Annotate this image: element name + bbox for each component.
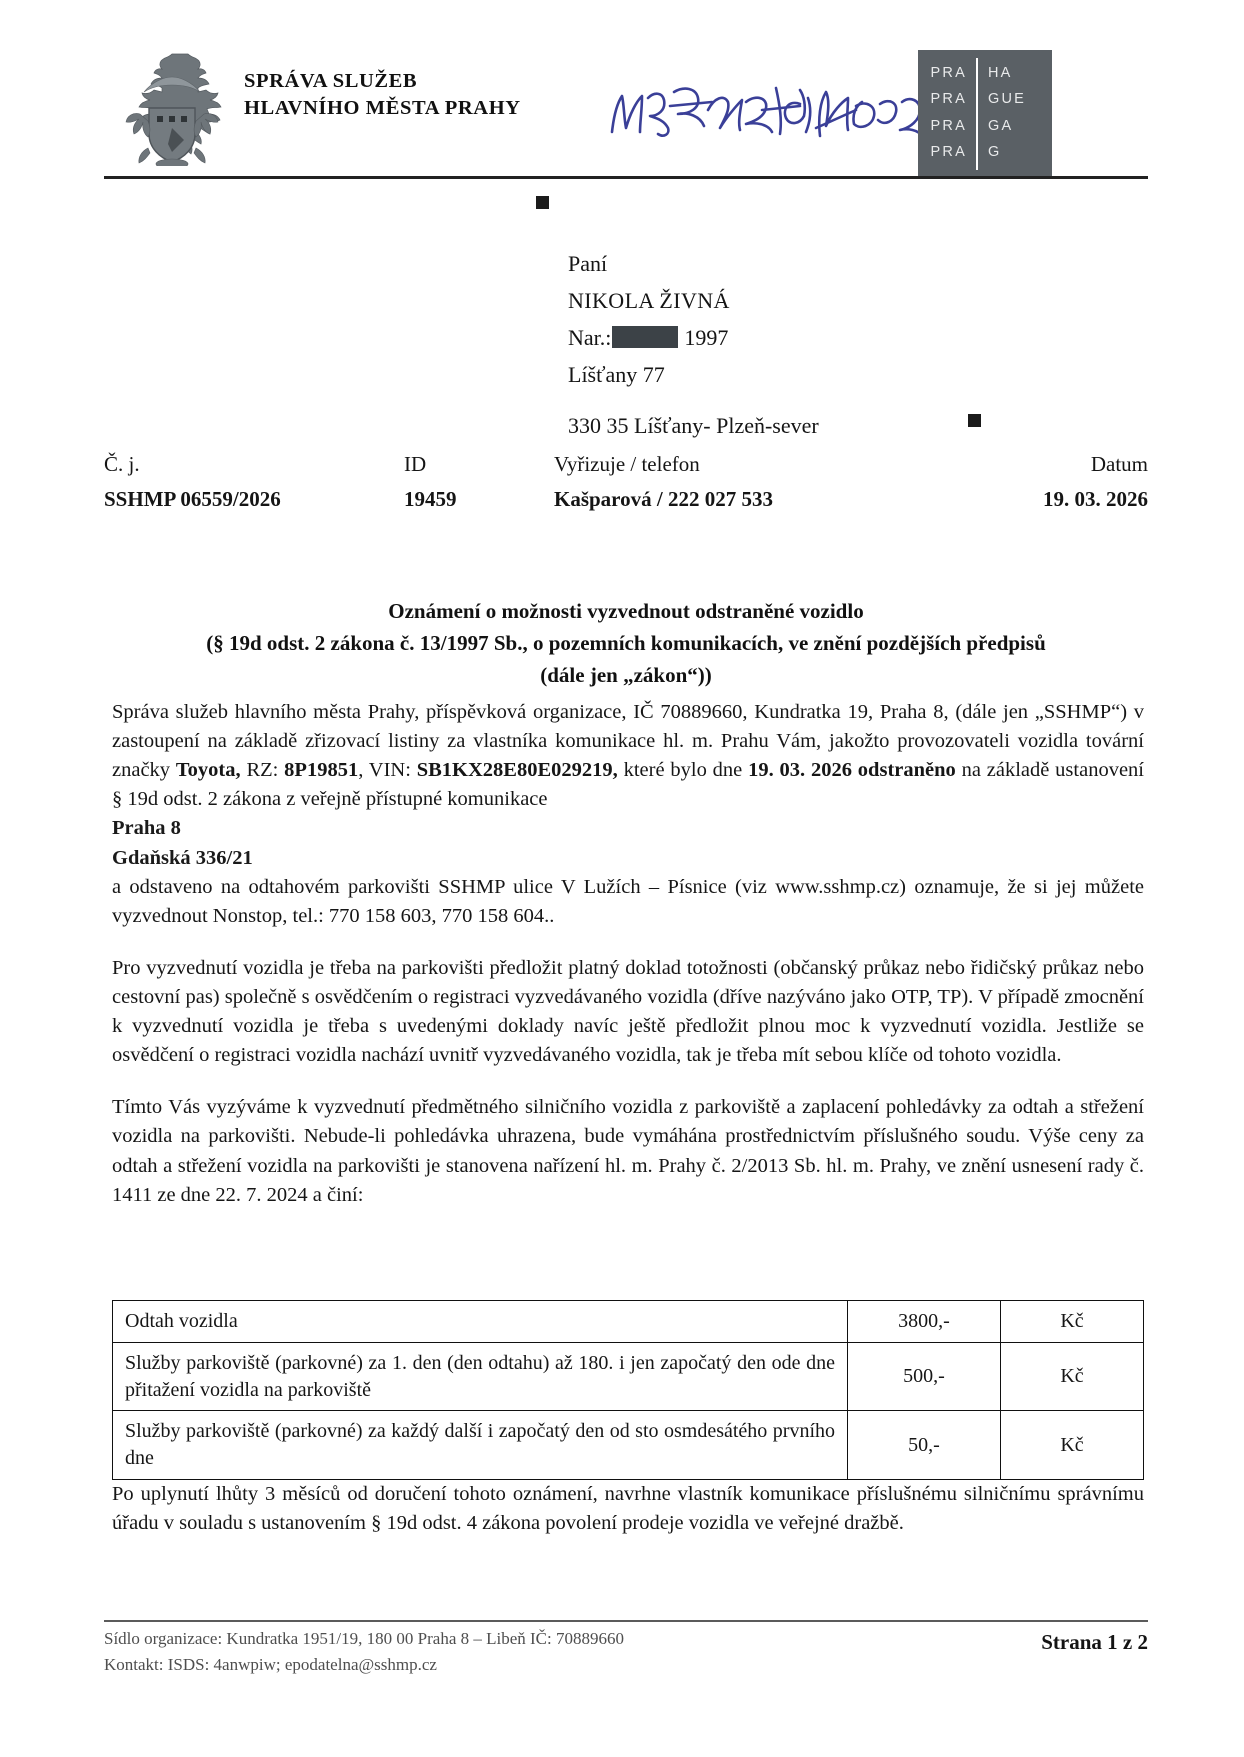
fee-description-2: Služby parkoviště (parkovné) za každý další i započatý den od sto osmdesátého prvního dne <box>113 1411 848 1480</box>
paragraph-1-end: na základě ustanovení § 19d odst. 2 zákona z veřejně přístupné komunikace <box>112 759 1144 811</box>
paragraph-documents-required: Pro vyzvednutí vozidla je třeba na parkovišti předložit platný doklad totožnosti (občanský průkaz nebo řidičský průkaz nebo cestovní pas) společně s osvědčením o registraci vyzvedávaného vozidla (dříve nazýváno jako OTP, TP). V případě zmocnění k vyzvednutí vozidla je třeba s uvedenými doklady navíc ještě předložit plnou moc k vyzvednutí vozidla. Jestliže se osvědčení o registraci vozidla nachází uvnitř vyzvedávaného vozidla, tak je třeba mít sebou klíče od tohoto vozidla. <box>112 956 1144 1067</box>
header-divider <box>104 176 1148 179</box>
footer-contact-info <box>104 1626 624 1677</box>
paragraph-1-intro: Správa služeb hlavního města Prahy, příspěvková organizace, IČ 70889660, Kundratka 19, Praha 8, (dále jen „SSHMP“) v zastoupení na základě zřizovací listiny za vlastníka komunikace hl. m. Prahu Vám, jakožto provozovateli vozidla tovární značky <box>112 701 1144 782</box>
vin-label: , VIN: <box>358 759 417 782</box>
value-date: 19. 03. 2026 <box>1043 487 1148 511</box>
prague-logo-right-2: GA <box>987 117 1014 134</box>
prague-logo-left-3: PRA <box>930 144 967 161</box>
redacted-birth-date <box>612 326 678 348</box>
addressee-birth-label: Nar.: <box>568 324 612 350</box>
prague-logo-left-column <box>918 50 976 178</box>
paragraph-parking-location: a odstaveno na odtahovém parkovišti SSHMP ulice V Lužích – Písnice (viz www.sshmp.cz) oznamuje, že si jej můžete vyzvednout Nonstop, tel.: 770 158 603, 770 158 604.. <box>112 875 1144 927</box>
document-title-line2: (§ 19d odst. 2 zákona č. 13/1997 Sb., o pozemních komunikacích, ve znění pozdějších předpisů <box>206 630 1046 655</box>
paragraph-1-mid: které bylo dne <box>617 759 749 782</box>
footer-contact: Kontakt: ISDS: 4anwpiw; epodatelna@sshmp.cz <box>104 1654 437 1674</box>
vehicle-registration-number: 8P19851 <box>284 759 359 782</box>
reference-header-row <box>104 452 1148 481</box>
reference-value-row <box>104 481 1148 516</box>
document-header <box>104 44 1148 172</box>
label-handler: Vyřizuje / telefon <box>554 452 700 476</box>
fee-table <box>112 1300 1144 1480</box>
fee-description-0: Odtah vozidla <box>113 1301 848 1343</box>
fee-currency-0: Kč <box>1001 1301 1144 1343</box>
document-footer <box>104 1626 1148 1677</box>
prague-coat-of-arms-icon <box>118 48 226 166</box>
addressee-birth-year: 1997 <box>684 324 729 350</box>
prague-logo-left-1: PRA <box>930 91 967 108</box>
value-case-number: SSHMP 06559/2026 <box>104 487 281 511</box>
closing-block <box>112 1480 1144 1538</box>
fee-amount-0: 3800,- <box>848 1301 1001 1343</box>
fee-amount-1: 500,- <box>848 1342 1001 1411</box>
addressee-street: Líšťany 77 <box>568 361 665 387</box>
prague-logo-right-3: G <box>987 144 1002 161</box>
table-row <box>113 1411 1144 1480</box>
prague-logo-right-1: GUE <box>987 91 1026 108</box>
document-body <box>112 698 1144 1233</box>
reference-block <box>104 452 1148 516</box>
vehicle-vin: SB1KX28E80E029219, <box>416 759 618 782</box>
table-row <box>113 1342 1144 1411</box>
label-date: Datum <box>1090 452 1148 476</box>
fee-currency-1: Kč <box>1001 1342 1144 1411</box>
prague-logo-right-column <box>978 50 1052 178</box>
fee-description-1: Služby parkoviště (parkovné) za 1. den (den odtahu) až 180. i jen započatý den ode dne přitažení vozidla na parkoviště <box>113 1342 848 1411</box>
paragraph-payment-notice: Tímto Vás vyzýváme k vyzvednutí předmětného silničního vozidla z parkoviště a zaplacení pohledávky za odtah a střežení vozidla na parkovišti. Nebude-li pohledávka uhrazena, bude vymáhána prostřednictvím příslušného soudu. Výše ceny za odtah a střežení vozidla na parkovišti je stanovena nařízení hl. m. Prahy č. 2/2013 Sb. hl. m. Prahy, ve znění usnesení rady č. 1411 ze dne 22. 7. 2024 a činí: <box>112 1096 1144 1206</box>
removal-location-line2: Gdaňská 336/21 <box>112 846 253 869</box>
removal-date: 19. 03. 2026 odstraněno <box>748 759 956 782</box>
document-title <box>104 596 1148 692</box>
handwritten-annotation <box>604 62 934 158</box>
paragraph-vehicle-details <box>112 698 1144 814</box>
page-number: Strana 1 z 2 <box>1041 1630 1148 1654</box>
footer-address: Sídlo organizace: Kundratka 1951/19, 180 00 Praha 8 – Libeň IČ: 70889660 <box>104 1629 624 1648</box>
organization-name-line1: SPRÁVA SLUŽEB <box>244 70 418 92</box>
alignment-mark-top <box>536 196 549 209</box>
prague-logo-right-0: HA <box>987 65 1013 81</box>
document-title-line1: Oznámení o možnosti vyzvednout odstraněné vozidlo <box>388 599 864 623</box>
fee-table-wrapper <box>112 1300 1144 1480</box>
value-handler: Kašparová / 222 027 533 <box>554 487 773 511</box>
addressee-city: 330 35 Líšťany- Plzeň-sever <box>568 412 819 438</box>
removal-location-line1: Praha 8 <box>112 817 181 840</box>
rz-label: RZ: <box>240 759 285 782</box>
paragraph-auction-notice: Po uplynutí lhůty 3 měsíců od doručení tohoto oznámení, navrhne vlastník komunikace příslušnému silničnímu správnímu úřadu v souladu s ustanovením § 19d odst. 4 zákona povolení prodeje vozidla ve veřejné dražbě. <box>112 1483 1144 1535</box>
table-row <box>113 1301 1144 1343</box>
fee-currency-2: Kč <box>1001 1411 1144 1480</box>
prague-logo-left-2: PRA <box>930 117 967 134</box>
organization-name <box>244 68 521 122</box>
label-case-number: Č. j. <box>104 452 140 476</box>
document-title-line3: (dále jen „zákon“)) <box>540 662 712 687</box>
addressee-block <box>568 246 819 445</box>
label-id: ID <box>404 452 427 476</box>
prague-brand-logo <box>918 50 1052 178</box>
addressee-birth-line <box>568 320 819 357</box>
fee-amount-2: 50,- <box>848 1411 1001 1480</box>
alignment-mark-bottom <box>968 414 981 427</box>
addressee-name: NIKOLA ŽIVNÁ <box>568 287 730 313</box>
reference-table <box>104 452 1148 516</box>
addressee-salutation: Paní <box>568 251 608 276</box>
organization-name-line2: HLAVNÍHO MĚSTA PRAHY <box>244 97 521 120</box>
prague-logo-left-0: PRA <box>930 65 967 81</box>
footer-divider <box>104 1620 1148 1622</box>
vehicle-brand: Toyota, <box>175 759 241 782</box>
value-id: 19459 <box>404 487 457 511</box>
